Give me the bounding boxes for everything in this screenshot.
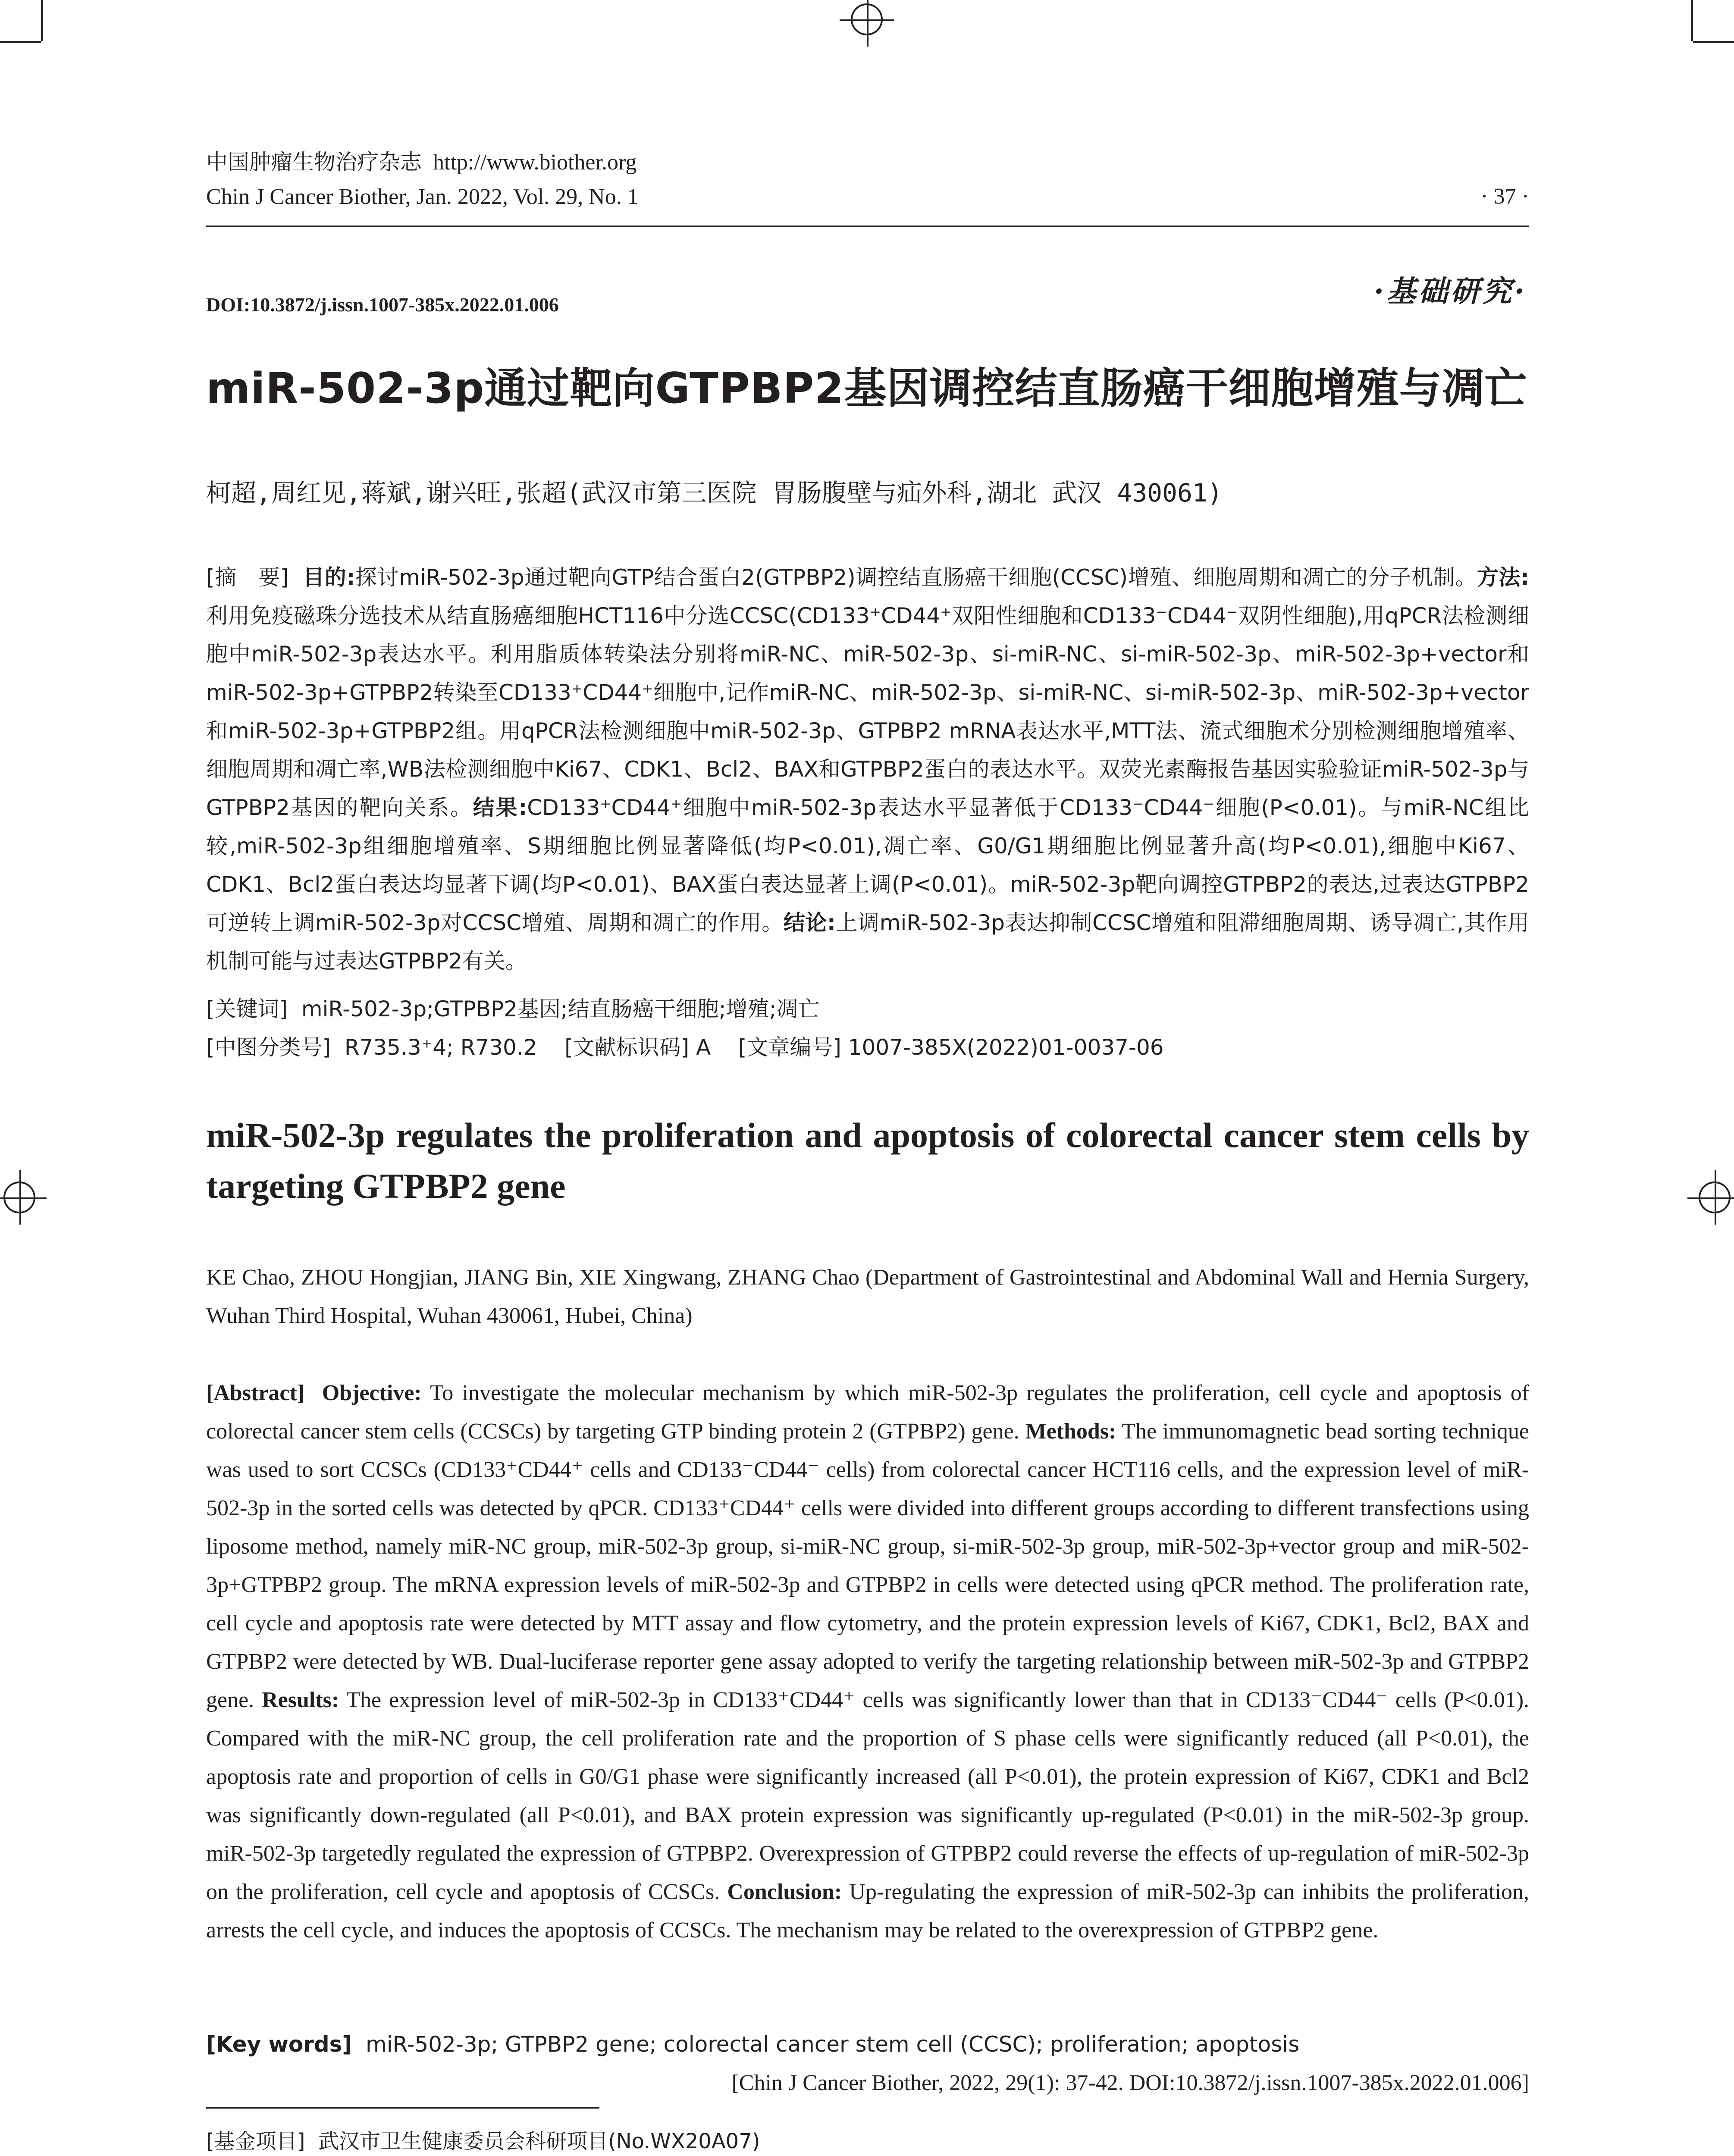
en-objective: To investigate the molecular mechanism by which miR-502-3p regulates the proliferation, cell cycle and apoptosis of colorectal cancer stem cells (CCSCs) by targeting GTP binding protein 2 (GTPBP2) gene. [206, 1381, 1530, 1444]
cn-conclusion: 上调miR-502-3p表达抑制CCSC增殖和阻滞细胞周期、诱导凋亡,其作用机制可能与过表达GTPBP2有关。 [206, 910, 1530, 974]
en-abstract [206, 1374, 1529, 1949]
header-rule [206, 226, 1529, 227]
en-methods: The immunomagnetic bead sorting technique was used to sort CCSCs (CD133⁺CD44⁺ cells and CD133⁻CD44⁻ cells) from colorectal cancer HCT116 cells, and the expression level of miR-502-3p in the sorted cells was detected by qPCR. CD133⁺CD44⁺ cells were divided into different groups according to different transfections using liposome method, namely miR-NC group, miR-502-3p group, si-miR-NC group, si-miR-502-3p group, miR-502-3p+vector group and miR-502-3p+GTPBP2 group. The mRNA expression levels of miR-502-3p and GTPBP2 in cells were detected using qPCR method. The proliferation rate, cell cycle and apoptosis rate were detected by MTT assay and flow cytometry, and the protein expression levels of Ki67, CDK1, Bcl2, BAX and GTPBP2 were detected by WB. Dual-luciferase reporter gene assay adopted to verify the targeting relationship between miR-502-3p and GTPBP2 gene. [206, 1419, 1529, 1712]
cn-results: CD133⁺CD44⁺细胞中miR-502-3p表达水平显著低于CD133⁻CD44⁻细胞(P<0.01)。与miR-NC组比较,miR-502-3p组细胞增殖率、S期细胞比例显著降低(均P<0.01),凋亡率、G0/G1期细胞比例显著升高(均P<0.01),细胞中Ki67、CDK1、Bcl2蛋白表达均显著下调(均P<0.01)、BAX蛋白表达显著上调(P<0.01)。miR-502-3p靶向调控GTPBP2的表达,过表达GTPBP2可逆转上调miR-502-3p对CCSC增殖、周期和凋亡的作用。 [206, 795, 1529, 935]
footnote-text: 武汉市卫生健康委员会科研项目(No.WX20A07) [318, 2129, 760, 2153]
article-no-label: [文章编号] [738, 1035, 841, 1060]
page-number: · 37 · [1480, 184, 1529, 209]
clc-label: [中图分类号] [206, 1035, 331, 1060]
cn-methods: 利用免疫磁珠分选技术从结直肠癌细胞HCT116中分选CCSC(CD133⁺CD44⁺双阳性细胞和CD133⁻CD44⁻双阴性细胞),用qPCR法检测细胞中miR-502-3p表达水平。利用脂质体转染法分别将miR-NC、miR-502-3p、si-miR-NC、si-miR-502-3p、miR-502-3p+vector和miR-502-3p+GTPBP2转染至CD133⁺CD44⁺细胞中,记作miR-NC、miR-502-3p、si-miR-NC、si-miR-502-3p、miR-502-3p+vector和miR-502-3p+GTPBP2组。用qPCR法检测细胞中miR-502-3p、GTPBP2 mRNA表达水平,MTT法、流式细胞术分别检测细胞增殖率、细胞周期和凋亡率,WB法检测细胞中Ki67、CDK1、Bcl2、BAX和GTPBP2蛋白的表达水平。双荧光素酶报告基因实验验证miR-502-3p与GTPBP2基因的靶向关系。 [206, 603, 1529, 820]
column-label: ·基础研究· [1373, 274, 1527, 309]
journal-url: http://www.biother.org [433, 150, 637, 175]
cn-results-label: 结果: [473, 795, 527, 820]
en-keywords-text: miR-502-3p; GTPBP2 gene; colorectal cancer stem cell (CCSC); proliferation; apoptosis [366, 2032, 1300, 2057]
registration-mark-right [1699, 1181, 1731, 1213]
cn-abstract-label: [摘 要] [206, 565, 289, 590]
doccode-value: A [696, 1035, 711, 1060]
journal-en: Chin J Cancer Biother, Jan. 2022, Vol. 29, No. 1 [206, 185, 639, 209]
en-objective-label: Objective: [322, 1381, 422, 1405]
footnote-rule [206, 2107, 599, 2109]
en-conclusion-label: Conclusion: [727, 1880, 842, 1904]
clc-value: R735.3⁺4; R730.2 [344, 1035, 537, 1060]
cn-authors: 柯超,周红见,蒋斌,谢兴旺,张超(武汉市第三医院 胃肠腹壁与疝外科,湖北 武汉 430061) [206, 478, 1223, 508]
en-keywords [206, 2025, 1299, 2064]
article-no-value: 1007-385X(2022)01-0037-06 [848, 1035, 1164, 1060]
cn-abstract [206, 558, 1529, 981]
en-results-label: Results: [262, 1688, 339, 1712]
cn-keywords [206, 990, 820, 1028]
registration-mark-top [851, 3, 883, 35]
cn-keywords-label: [关键词] [206, 997, 288, 1022]
running-header [206, 145, 639, 214]
citation-line: [Chin J Cancer Biother, 2022, 29(1): 37-42. DOI:10.3872/j.issn.1007-385x.2022.01.006] [731, 2071, 1529, 2095]
cn-keywords-text: miR-502-3p;GTPBP2基因;结直肠癌干细胞;增殖;凋亡 [301, 997, 820, 1022]
cn-objective: 探讨miR-502-3p通过靶向GTP结合蛋白2(GTPBP2)调控结直肠癌干细胞(CCSC)增殖、细胞周期和凋亡的分子机制。 [355, 565, 1477, 590]
cn-conclusion-label: 结论: [783, 910, 836, 935]
registration-mark-left [3, 1181, 35, 1213]
en-authors: KE Chao, ZHOU Hongjian, JIANG Bin, XIE Xingwang, ZHANG Chao (Department of Gastrointestinal and Abdominal Wall and Hernia Surgery, Wuhan Third Hospital, Wuhan 430061, Hubei, China) [206, 1265, 1529, 1328]
en-keywords-label: [Key words] [206, 2032, 352, 2057]
doi-line: DOI:10.3872/j.issn.1007-385x.2022.01.006 [206, 294, 559, 316]
doccode-label: [文献标识码] [564, 1035, 690, 1060]
cn-objective-label: 目的: [303, 565, 355, 590]
cn-title: miR-502-3p通过靶向GTPBP2基因调控结直肠癌干细胞增殖与凋亡 [206, 364, 1527, 413]
en-methods-label: Methods: [1025, 1419, 1116, 1444]
cn-methods-label: 方法: [1477, 565, 1529, 590]
journal-cn: 中国肿瘤生物治疗杂志 [206, 150, 422, 175]
en-abstract-label: [Abstract] [206, 1381, 305, 1405]
footnote-funding [206, 2122, 760, 2156]
en-conclusion: Up-regulating the expression of miR-502-3p can inhibits the proliferation, arrests the cell cycle, and induces the apoptosis of CCSCs. The mechanism may be related to the overexpression of GTPBP2 gene. [206, 1880, 1530, 1943]
en-title: miR-502-3p regulates the proliferation and apoptosis of colorectal cancer stem cells by targeting GTPBP2 gene [206, 1116, 1529, 1206]
cn-classification [206, 1028, 1164, 1067]
footnote-label: [基金项目] [206, 2129, 305, 2153]
en-results: The expression level of miR-502-3p in CD133⁺CD44⁺ cells was significantly lower than that in CD133⁻CD44⁻ cells (P<0.01). Compared with the miR-NC group, the cell proliferation rate and the proportion of S phase cells were significantly reduced (all P<0.01), the apoptosis rate and proportion of cells in G0/G1 phase were significantly increased (all P<0.01), the protein expression of Ki67, CDK1 and Bcl2 was significantly down-regulated (all P<0.01), and BAX protein expression was significantly up-regulated (P<0.01) in the miR-502-3p group. miR-502-3p targetedly regulated the expression of GTPBP2. Overexpression of GTPBP2 could reverse the effects of up-regulation of miR-502-3p on the proliferation, cell cycle and apoptosis of CCSCs. [206, 1688, 1530, 1904]
